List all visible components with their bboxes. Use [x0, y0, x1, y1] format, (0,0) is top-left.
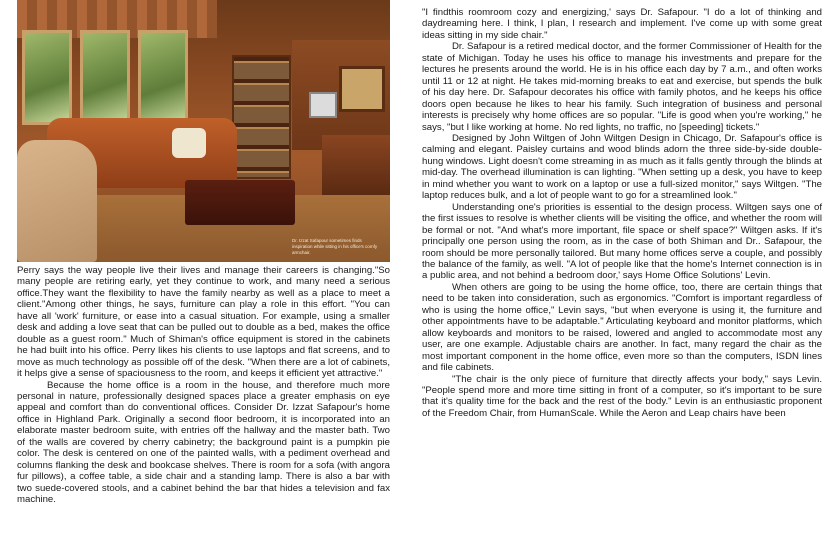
window: [138, 30, 188, 125]
left-column: [17, 265, 390, 506]
fur-pillow: [172, 128, 206, 158]
desk: [322, 135, 390, 195]
window: [80, 30, 130, 125]
paragraph: Designed by John Wiltgen of John Wiltgen Design in Chicago, Dr. Safapour's office is calming and elegant. Paisley curtains and wood blinds adorn the three side-by-side double-hung windows. Light doesn't come streaming in as much as it falls gently through the blinds at mid-day. The overhead illumination is can lighting. "When setting up a desk, you have to keep in mind whether you want to work on a laptop or use a full-sized monitor," says Wiltgen. "The laptop reduces bulk, and a lot of people want to go for a streamlined look.": [422, 132, 822, 202]
paragraph: Because the home office is a room in the house, and therefore much more personal in nature, professionally designed spaces place a greater emphasis on eye appeal and comfort than do conventional offices. Consider Dr. Izzat Safapour's home office in Highland Park. Originally a second floor bedroom, it is incorporated into an elaborate master bedroom suite, with entries off the hallway and the master bath. Two of the walls are covered by cherry cabinetry; the background paint is a pumpkin pie color. The desk is centered on one of the painted walls, with a pediment overhead and columns flanking the desk and bookcase shelves. There is room for a sofa (with angora fur pillows), a coffee table, a side chair and a standing lamp. There is also a bar with two suede-covered stools, and a cabinet behind the bar that hides a television and fax machine.: [17, 379, 390, 506]
office-photo: [17, 0, 390, 262]
right-column: [422, 7, 822, 419]
paragraph: "I findthis roomroom cozy and energizing,' says Dr. Safapour. "I do a lot of thinking and daydreaming here. I think, I plan, I research and implement. I've come up with some great ideas sitting in my side chair.": [422, 7, 822, 41]
computer-monitor: [309, 92, 337, 118]
framed-art: [339, 66, 385, 112]
paragraph: "The chair is the only piece of furniture that directly affects your body," says Levin. "People spend more and more time sitting in front of a computer, so it's important to be sure that it's quality time for the back and the rest of the body." Levin is an enthusiastic proponent of the Freedom Chair, from HumanScale. While the Aeron and Leap chairs have been: [422, 373, 822, 419]
side-chair: [17, 140, 97, 262]
paragraph: Perry says the way people live their lives and manage their careers is changing."So many people are retiring early, yet they continue to work, and many need a serious office.They want the flexibility to have the family nearby as well as a place to meet a client."Among other things, he says, furniture can play a role in this effort. "You can have all 'work' furniture, or ease into a casual situation. For example, using a smaller desk and adding a love seat that can be pulled out to double as a bed, makes the office double as a guest room." Much of Shiman's office equipment is stored in the cabinets he had built into his office. Perry likes his clients to use laptops and flat screens, and to move as much technology as possible off of the desk. "When there are a lot of cabinets, it helps give a sense of spaciousness to the room, and keeps it efficient yet attractive.": [17, 265, 390, 380]
paragraph: When others are going to be using the home office, too, there are certain things that need to be taken into consideration, such as ergonomics. "Comfort is important regardless of who is using the home office," Levin says, "but when everyone is using it, the furniture and other appointments have to be adaptable." Articulating keyboard and monitor platforms, which allow keyboards and monitors to be raised, lowered and angled to accommodate most any user, are one example. Adjustable chairs are another. In fact, many regard the chair as the most important component in the home office, even more so than the computers, ISDN lines and file cabinets.: [422, 281, 822, 374]
window: [22, 30, 72, 125]
paragraph: Dr. Safapour is a retired medical doctor, and the former Commissioner of Health for the state of Michigan. Today he uses his office to manage his investments and prepare for the lectures he presents around the world. He is in his office each day by 7 a.m., and often works until 11 or 12 at night. He takes mid-morning breaks to eat and exercise, but spends the bulk of his day here. Dr. Safapour decorates his office with family photos, and he keeps his office doors open because he likes to hear his family. Such integration of business and personal interests is precisely why home offices are so popular. "Life is good when you're working," he says, "but I like working at home. No red lights, no traffic, no [speeding] tickets.": [422, 41, 822, 133]
paragraph: Understanding one's priorities is essential to the design process. Wiltgen says one of the first issues to resolve is whether clients will be visiting the office, and whether the room will be formal or not. "And what's more important, file space or shelf space?" Wiltgen asks. If it's principally one person using the room, as in the case of both Shiman and Dr.. Safapour, the room should be more personally tailored. But many home offices serve a couple, and possibly the balance of the family, as well. "A lot of people like that the home's Internet connection is in a public area, and not behind a bedroom door,' says Home Office Solutions' Levin.: [422, 201, 822, 282]
coffee-table: [185, 180, 295, 225]
bookcase: [232, 55, 291, 179]
photo-caption: Dr. Izzat Safapour sometimes finds inspiration while sitting in his office's comfy armchair.: [292, 238, 378, 255]
